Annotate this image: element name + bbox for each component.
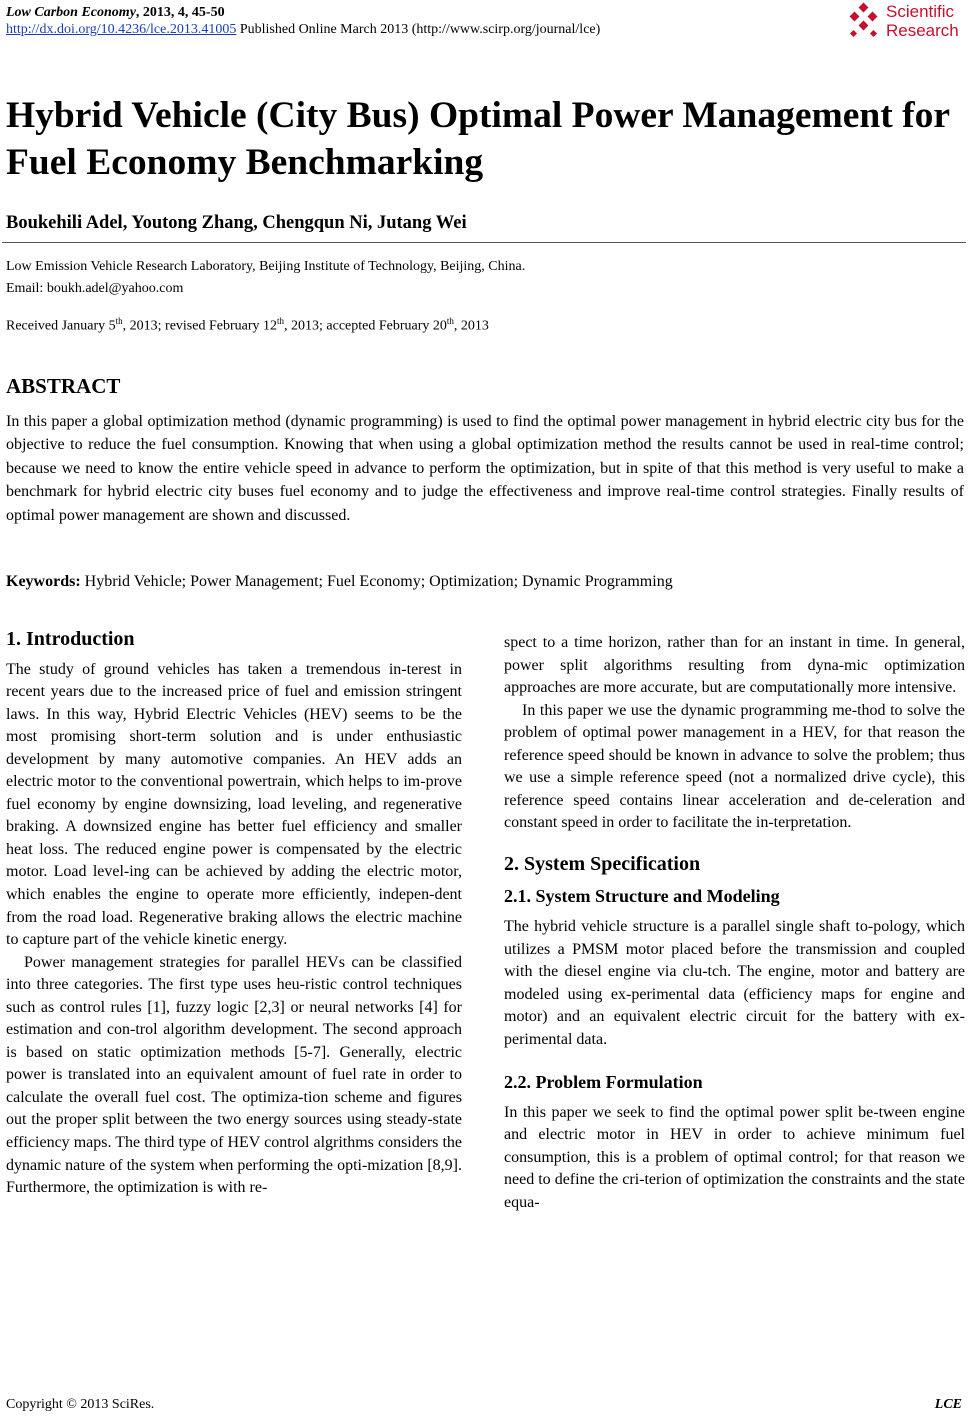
affiliation-block [6,256,525,300]
title-divider [2,242,966,243]
keywords [6,573,673,591]
abstract-heading: ABSTRACT [6,374,121,398]
title-line-1: Hybrid Vehicle (City Bus) Optimal Power Management for [6,95,951,136]
problem-paragraph: In this paper we seek to find the optimal power split be-tween engine and electric motor in HEV in order to achieve minimum fuel consumption, this is a problem of optimal control; for that reason we need to define the cri-terion of optimization the constraints and the state equa- [504,1103,965,1212]
abstract-text: In this paper a global optimization method (dynamic programming) is used to find the optimal power management in hybrid electric city bus for the objective to reduce the fuel consumption. Knowing that when using a global optimization method the results cannot be used in real-time control; because we need to know the entire vehicle speed in advance to perform the optimization, but in spite of that this method is very useful to make a benchmark for hybrid electric city buses fuel economy and to judge the effectiveness and improve real-time control strategies. Finally results of optimal power management are shown and discussed. [6,413,964,524]
doi-link[interactable]: http://dx.doi.org/10.4236/lce.2013.41005 [6,22,237,37]
volume-info: , 2013, 4, 45-50 [135,5,225,20]
journal-abbrev-footer: LCE [934,1397,962,1412]
publisher-logo [846,2,964,46]
structure-paragraph: The hybrid vehicle structure is a parallel single shaft to-pology, which utilizes a PMSM motor placed before the transmission and coupled with the diesel engine via clu-tch. The engine, motor and battery are modeled using ex-perimental data (efficiency maps for engine and motor) and an equivalent electric circuit for the battery with ex-perimental data. [504,918,965,1048]
email: Email: boukh.adel@yahoo.com [6,281,184,296]
affiliation: Low Emission Vehicle Research Laboratory, Beijing Institute of Technology, Beijing, China. [6,259,526,274]
paper-title [6,92,966,186]
copyright-footer: Copyright © 2013 SciRes. [6,1397,155,1412]
keywords-list: Hybrid Vehicle; Power Management; Fuel Economy; Optimization; Dynamic Programming [80,573,673,590]
received-dates: Received January 5th, 2013; revised February 12th, 2013; accepted February 20th, 2013 [6,316,489,334]
title-line-2: Fuel Economy Benchmarking [6,142,484,183]
running-header [6,4,600,38]
right-column [504,632,965,1215]
logo-text-scientific: Scientific [886,2,955,21]
left-column [6,628,462,1200]
section-heading-system-specification: 2. System Specification [504,852,701,875]
journal-name: Low Carbon Economy [6,5,136,20]
subsection-heading-structure: 2.1. System Structure and Modeling [504,886,780,907]
subsection-heading-problem: 2.2. Problem Formulation [504,1072,703,1093]
section-heading-introduction: 1. Introduction [6,628,135,650]
keywords-label: Keywords: [6,573,81,590]
intro-paragraph-4: In this paper we use the dynamic programming me-thod to solve the problem of optimal power management in a HEV, for that reason the reference speed should be known in advance to solve the problem; thus we use a simple reference speed (not a normalized drive cycle), this reference speed contains linear acceleration and de-celeration and constant speed in order to facilitate the in-terpretation. [504,701,965,832]
scirp-logo-icon [846,2,884,42]
intro-paragraph-1: The study of ground vehicles has taken a tremendous in-terest in recent years due to the increased price of fuel and emission stringent laws. In this way, Hybrid Electric Vehicles (HEV) seems to be the most promising short-term solution and is under enthusiastic development by many automotive companies. An HEV adds an electric motor to the conventional powertrain, which helps to im-prove fuel economy by engine downsizing, load leveling, and regenerative braking. A downsized engine has better fuel efficiency and smaller heat loss. The reduced engine power is compensated by the electric motor. Load level-ing can be achieved by adding the electric motor, which enables the engine to operate more efficiently, indepen-dent from the road load. Regenerative braking allows the electric machine to capture part of the vehicle kinetic energy. [6,660,462,949]
logo-text-research: Research [886,21,959,40]
intro-paragraph-2: Power management strategies for parallel HEVs can be classified into three categories. The first type uses heu-ristic control techniques such as control rules [1], fuzzy logic [2,3] or neural networks [4] for estimation and con-trol algorithm development. The second approach is based on static optimization methods [5-7]. Generally, electric power is translated into an equivalent amount of fuel rate in order to calculate the overall fuel cost. The optimiza-tion scheme and figures out the proper split between the two energy sources using steady-state efficiency maps. The third type of HEV control algrithms considers the dynamic nature of the system when performing the opti-mization [8,9]. Furthermore, the optimization is with re- [6,953,462,1197]
published-online: Published Online March 2013 (http://www.scirp.org/journal/lce) [236,22,601,37]
intro-paragraph-3: spect to a time horizon, rather than for an instant in time. In general, power split algorithms resulting from dyna-mic optimization approaches are more accurate, but are computationally more intensive. [504,634,965,697]
authors: Boukehili Adel, Youtong Zhang, Chengqun Ni, Jutang Wei [6,213,467,233]
